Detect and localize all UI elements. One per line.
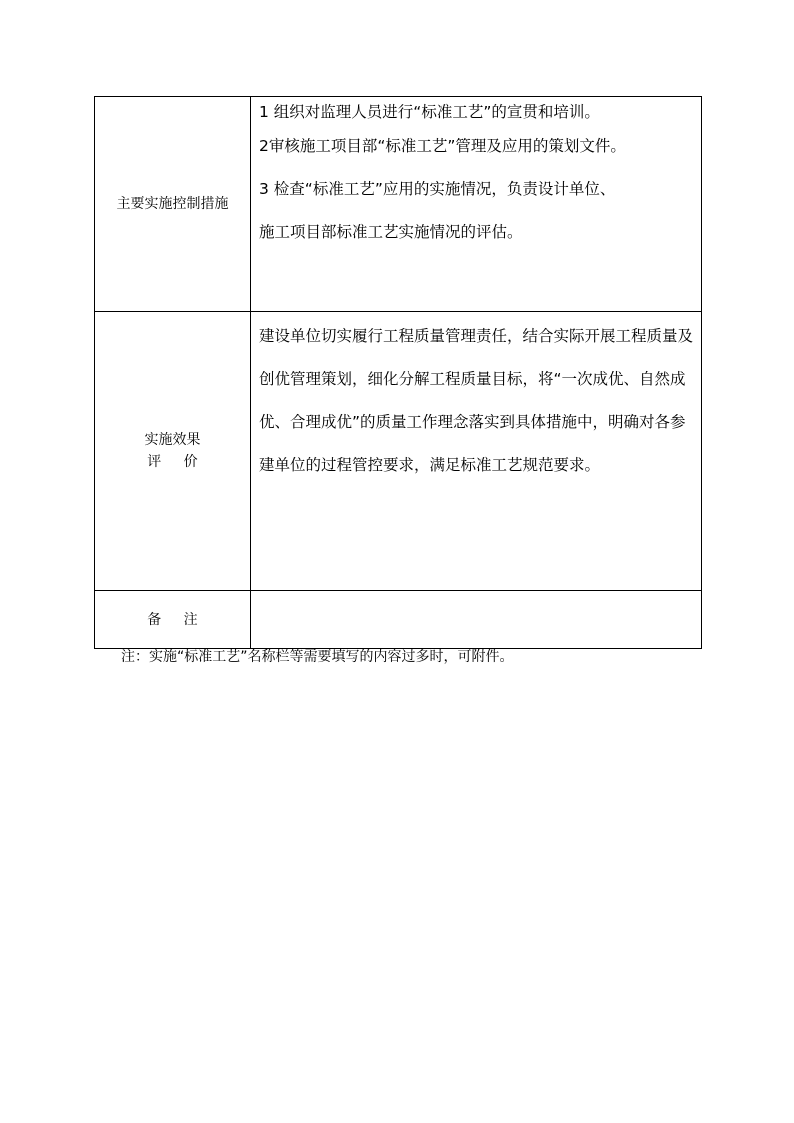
remark-label — [95, 591, 251, 649]
effect-text: 建设单位切实履行工程质量管理责任，结合实际开展工程质量及创优管理策划，细化分解工程质量目标，将“一次成优、自然成优、合理成优”的质量工作理念落实到具体措施中，明确对各参建单位的过程管控要求，满足标准工艺规范要求。 — [259, 327, 694, 474]
measure-line-1: 1 组织对监理人员进行“标准工艺”的宣贯和培训。 — [259, 103, 600, 121]
measure-line-2: 2审核施工项目部“标准工艺”管理及应用的策划文件。 — [259, 137, 626, 155]
remark-row — [95, 591, 702, 649]
measure-line-4: 施工项目部标准工艺实施情况的评估。 — [259, 223, 523, 241]
measures-label-text: 主要实施控制措施 — [116, 196, 229, 212]
effect-label — [95, 312, 251, 591]
measures-content — [251, 97, 702, 312]
footnote: 注：实施“标准工艺”名称栏等需要填写的内容过多时，可附件。 — [121, 649, 514, 665]
measures-label — [95, 97, 251, 312]
effect-label-line-2: 评价 — [147, 454, 221, 470]
measures-row — [95, 97, 702, 312]
effect-label-line-1: 实施效果 — [144, 432, 201, 448]
effect-row — [95, 312, 702, 591]
measure-line-3: 3 检查“标准工艺”应用的实施情况，负责设计单位、 — [259, 180, 616, 198]
remark-content — [251, 591, 702, 649]
remark-label-text: 备注 — [147, 611, 221, 628]
evaluation-table — [94, 96, 702, 649]
effect-content — [251, 312, 702, 591]
